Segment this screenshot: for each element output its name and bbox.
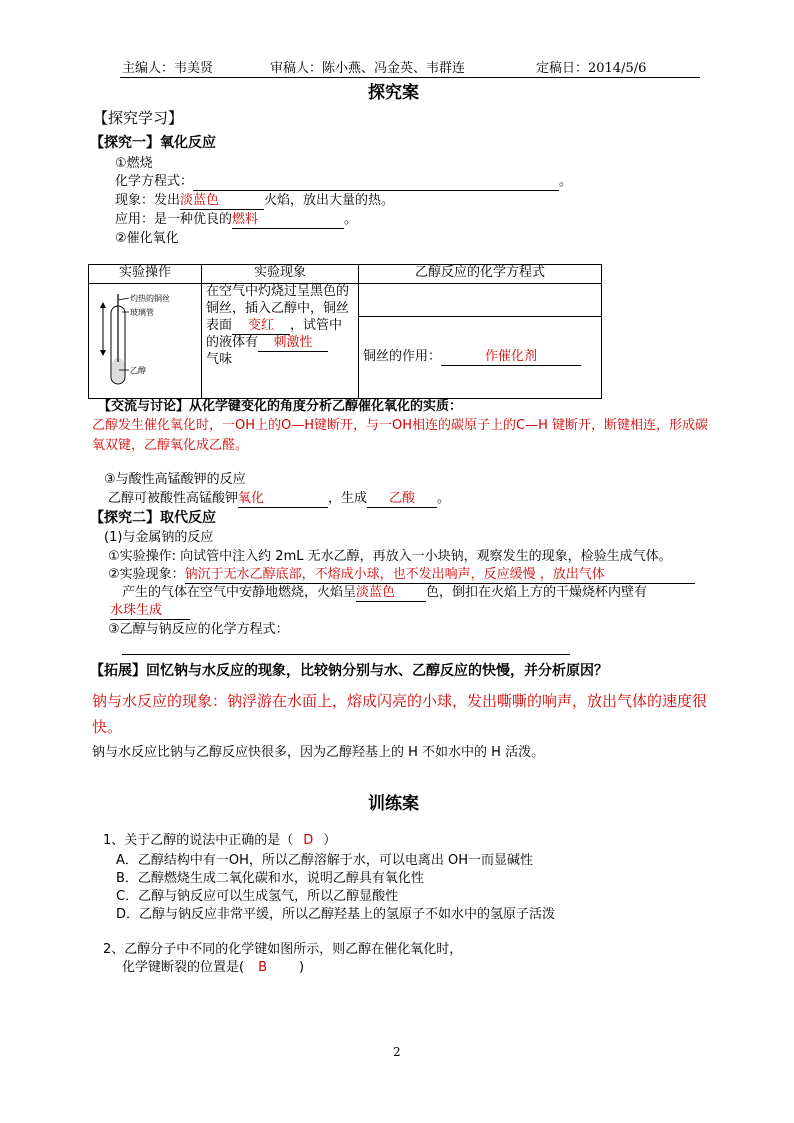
burn-label: ①燃烧	[115, 156, 153, 171]
explore2-sub: (1)与金属钠的反应	[104, 530, 214, 545]
q1-option-c: C．乙醇与钠反应可以生成氢气，所以乙醇显酸性	[116, 889, 399, 904]
explore2-step2-line2: 产生的气体在空气中安静地燃烧，火焰呈淡蓝色 色，倒扣在火焰上方的干燥烧杯内壁有	[122, 584, 647, 602]
q1-option-b: B．乙醇燃烧生成二氧化碳和水，说明乙醇具有氧化性	[116, 871, 424, 886]
page-number: 2	[393, 1045, 401, 1059]
q2-stem-line2: 化学键断裂的位置是( B )	[122, 960, 305, 975]
explore2-step2: ②实验现象：钠沉于无水乙醇底部，不熔成小球，也不发出响声，反应缓慢 ，放出气体	[108, 566, 695, 584]
explore1-heading: 【探究一】氧化反应	[90, 135, 216, 151]
explore2-step1: ①实验操作: 向试管中注入约 2mL 无水乙醇，再放入一小块钠，观察发生的现象，检验生成气体。	[108, 549, 672, 564]
phenomenon-cell: 在空气中灼烧过呈黑色的铜丝，插入乙醇中，铜丝表面 变红 ，试管中的液体有 刺激性 气味	[202, 284, 359, 399]
table-header-operation: 实验操作	[89, 265, 202, 284]
figure-label-tube: 玻璃管	[130, 308, 154, 317]
table-header-phenomenon: 实验现象	[202, 265, 359, 284]
q2-stem: 2、乙醇分子中不同的化学键如图所示，则乙醇在催化氧化时，	[103, 942, 463, 957]
phenomenon-line: 现象：发出淡蓝色 火焰，放出大量的热。	[115, 192, 394, 210]
explore2-heading: 【探究二】取代反应	[90, 510, 216, 526]
q1-stem: 1、关于乙醇的说法中正确的是（ D ）	[103, 833, 337, 848]
experiment-table	[88, 264, 602, 399]
q1-option-a: A．乙醇结构中有一OH，所以乙醇溶解于水，可以电离出 OH一而显碱性	[116, 853, 534, 868]
header-rule	[120, 77, 700, 78]
apparatus-figure-cell	[89, 284, 202, 399]
test-tube-figure	[89, 284, 199, 392]
explore2-step3: ③乙醇与钠反应的化学方程式：	[108, 622, 289, 637]
header-date: 定稿日：2014/5/6	[536, 61, 647, 76]
extension-answer: 钠与水反应的现象：钠浮游在水面上，熔成闪亮的小球，发出嘶嘶的响声，放出气体的速度很快。	[92, 692, 708, 737]
q1-answer: D	[303, 833, 314, 848]
header-reviewers: 审稿人：陈小燕、冯金英、韦群连	[270, 61, 466, 76]
header-editor: 主编人：韦美贤	[122, 61, 214, 76]
phenomenon-answer: 淡蓝色	[180, 193, 264, 210]
table-header-equation: 乙醇反应的化学方程式	[359, 265, 602, 284]
catalytic-label: ②催化氧化	[115, 231, 179, 246]
copper-role-cell: 铜丝的作用： 作催化剂	[359, 316, 602, 398]
kmno4-label: ③与酸性高锰酸钾的反应	[104, 472, 246, 487]
section-title-training: 训练案	[368, 794, 419, 814]
extension-heading: 【拓展】回忆钠与水反应的现象，比较钠分别与水、乙醇反应的快慢，并分析原因？	[90, 663, 608, 679]
discussion-answer: 乙醇发生催化氧化时，一OH上的O—H键断开，与一OH相连的碳原子上的C—H 键断开，断键相连，形成碳氧双键，乙醇氧化成乙醛。	[92, 418, 709, 454]
figure-label-ethanol: 乙醇	[130, 366, 146, 375]
q1-option-d: D．乙醇与钠反应非常平缓，所以乙醇羟基上的氢原子不如水中的氢原子活泼	[116, 907, 556, 922]
q2-answer: B	[258, 960, 267, 975]
use-answer: 燃料	[232, 212, 344, 229]
study-heading: 【探究学习】	[93, 109, 184, 127]
equation-line: 化学方程式： 。	[115, 173, 572, 191]
figure-label-copper: 灼热的铜丝	[130, 294, 170, 303]
discussion-heading: 【交流与讨论】从化学键变化的角度分析乙醇催化氧化的实质：	[98, 399, 463, 414]
kmno4-line: 乙醇可被酸性高锰酸钾氧化 ，生成 乙酸 。	[108, 490, 450, 508]
equation-cell	[359, 284, 602, 317]
equation-blank-line	[122, 654, 570, 655]
section-title-inquiry: 探究案	[368, 83, 419, 103]
explore2-water-line: 水珠生成	[110, 602, 190, 620]
extension-conclusion: 钠与水反应比钠与乙醇反应快很多，因为乙醇羟基上的 H 不如水中的 H 活泼。	[92, 745, 545, 760]
use-line: 应用：是一种优良的燃料 。	[115, 211, 357, 229]
